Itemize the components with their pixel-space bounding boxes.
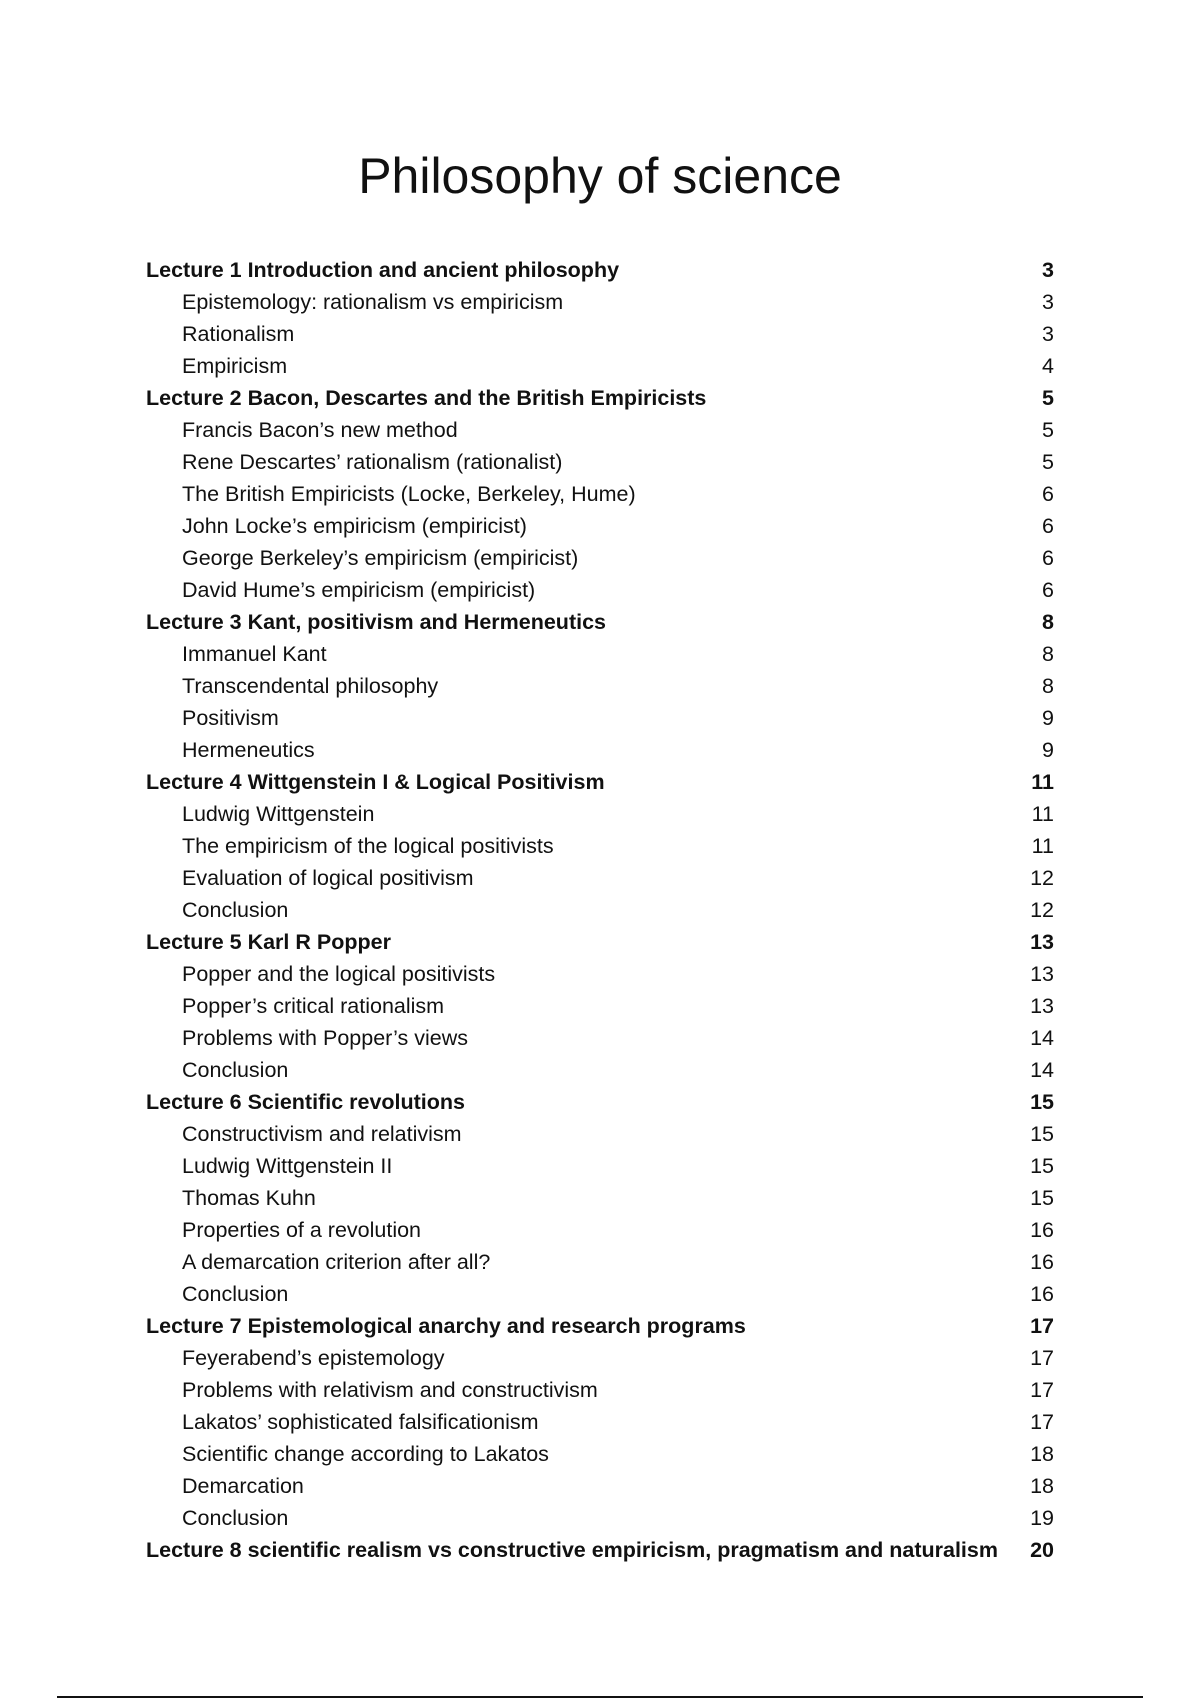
toc-entry-label: Lakatos’ sophisticated falsificationism [182, 1410, 539, 1434]
toc-entry-label: The empiricism of the logical positivists [182, 834, 554, 858]
toc-section-entry[interactable] [146, 702, 1054, 734]
toc-section-entry[interactable] [146, 1374, 1054, 1406]
toc-entry-label: Lecture 7 Epistemological anarchy and research programs [146, 1314, 746, 1338]
toc-entry-label: Francis Bacon’s new method [182, 418, 458, 442]
toc-entry-page-number: 8 [1042, 642, 1054, 666]
toc-entry-label: Conclusion [182, 1282, 289, 1306]
toc-entry-page-number: 20 [1030, 1538, 1054, 1562]
toc-lecture-entry[interactable] [146, 606, 1054, 638]
toc-entry-page-number: 5 [1042, 418, 1054, 442]
toc-entry-label: Immanuel Kant [182, 642, 327, 666]
toc-entry-page-number: 9 [1042, 706, 1054, 730]
toc-entry-page-number: 6 [1042, 578, 1054, 602]
toc-entry-label: Positivism [182, 706, 279, 730]
toc-entry-label: Lecture 4 Wittgenstein I & Logical Positivism [146, 770, 605, 794]
toc-entry-label: Problems with relativism and constructivism [182, 1378, 598, 1402]
toc-section-entry[interactable] [146, 1406, 1054, 1438]
toc-entry-page-number: 8 [1042, 674, 1054, 698]
toc-entry-page-number: 16 [1030, 1250, 1054, 1274]
toc-section-entry[interactable] [146, 958, 1054, 990]
toc-entry-label: Thomas Kuhn [182, 1186, 316, 1210]
toc-entry-label: Problems with Popper’s views [182, 1026, 468, 1050]
toc-section-entry[interactable] [146, 414, 1054, 446]
toc-entry-label: Hermeneutics [182, 738, 315, 762]
toc-entry-label: Lecture 3 Kant, positivism and Hermeneutics [146, 610, 606, 634]
toc-entry-label: Conclusion [182, 1506, 289, 1530]
toc-section-entry[interactable] [146, 734, 1054, 766]
toc-section-entry[interactable] [146, 798, 1054, 830]
toc-entry-page-number: 5 [1042, 450, 1054, 474]
toc-entry-page-number: 15 [1030, 1154, 1054, 1178]
toc-section-entry[interactable] [146, 1502, 1054, 1534]
toc-entry-label: Popper’s critical rationalism [182, 994, 445, 1018]
toc-entry-page-number: 12 [1030, 898, 1054, 922]
toc-lecture-entry[interactable] [146, 254, 1054, 286]
toc-section-entry[interactable] [146, 510, 1054, 542]
toc-entry-page-number: 19 [1030, 1506, 1054, 1530]
toc-section-entry[interactable] [146, 830, 1054, 862]
toc-entry-label: Evaluation of logical positivism [182, 866, 474, 890]
toc-section-entry[interactable] [146, 1118, 1054, 1150]
toc-section-entry[interactable] [146, 1470, 1054, 1502]
toc-entry-label: Lecture 5 Karl R Popper [146, 930, 391, 954]
toc-section-entry[interactable] [146, 1150, 1054, 1182]
toc-entry-page-number: 5 [1042, 386, 1054, 410]
toc-entry-label: Epistemology: rationalism vs empiricism [182, 290, 564, 314]
toc-section-entry[interactable] [146, 894, 1054, 926]
toc-entry-page-number: 3 [1042, 290, 1054, 314]
toc-entry-page-number: 15 [1030, 1090, 1054, 1114]
toc-entry-label: Lecture 1 Introduction and ancient philosophy [146, 258, 620, 282]
toc-entry-page-number: 13 [1030, 930, 1054, 954]
toc-entry-label: Ludwig Wittgenstein II [182, 1154, 393, 1178]
toc-entry-label: Rene Descartes’ rationalism (rationalist) [182, 450, 563, 474]
toc-entry-page-number: 3 [1042, 258, 1054, 282]
toc-entry-page-number: 12 [1030, 866, 1054, 890]
toc-entry-page-number: 8 [1042, 610, 1054, 634]
toc-section-entry[interactable] [146, 1438, 1054, 1470]
toc-section-entry[interactable] [146, 446, 1054, 478]
toc-section-entry[interactable] [146, 1214, 1054, 1246]
toc-section-entry[interactable] [146, 350, 1054, 382]
toc-entry-page-number: 13 [1030, 994, 1054, 1018]
toc-lecture-entry[interactable] [146, 1310, 1054, 1342]
toc-entry-page-number: 17 [1030, 1314, 1054, 1338]
toc-entry-label: Lecture 8 scientific realism vs constructive empiricism, pragmatism and naturalism [146, 1538, 998, 1562]
toc-section-entry[interactable] [146, 542, 1054, 574]
toc-lecture-entry[interactable] [146, 766, 1054, 798]
toc-entry-label: Demarcation [182, 1474, 304, 1498]
toc-entry-label: The British Empiricists (Locke, Berkeley, Hume) [182, 482, 636, 506]
toc-entry-label: Properties of a revolution [182, 1218, 422, 1242]
toc-entry-label: Conclusion [182, 1058, 289, 1082]
toc-section-entry[interactable] [146, 574, 1054, 606]
toc-section-entry[interactable] [146, 990, 1054, 1022]
toc-section-entry[interactable] [146, 318, 1054, 350]
table-of-contents [146, 254, 1054, 1566]
toc-entry-label: David Hume’s empiricism (empiricist) [182, 578, 536, 602]
toc-section-entry[interactable] [146, 1246, 1054, 1278]
toc-entry-page-number: 3 [1042, 322, 1054, 346]
toc-entry-label: Popper and the logical positivists [182, 962, 496, 986]
toc-entry-page-number: 11 [1031, 834, 1054, 858]
toc-entry-page-number: 6 [1042, 514, 1054, 538]
toc-entry-label: Feyerabend’s epistemology [182, 1346, 445, 1370]
toc-section-entry[interactable] [146, 1278, 1054, 1310]
toc-section-entry[interactable] [146, 1022, 1054, 1054]
toc-section-entry[interactable] [146, 862, 1054, 894]
toc-lecture-entry[interactable] [146, 1534, 1054, 1566]
toc-entry-page-number: 17 [1030, 1346, 1054, 1370]
toc-section-entry[interactable] [146, 286, 1054, 318]
toc-entry-page-number: 16 [1030, 1282, 1054, 1306]
toc-entry-label: Conclusion [182, 898, 289, 922]
toc-entry-page-number: 14 [1030, 1058, 1054, 1082]
toc-entry-page-number: 16 [1030, 1218, 1054, 1242]
toc-entry-page-number: 6 [1042, 546, 1054, 570]
toc-lecture-entry[interactable] [146, 926, 1054, 958]
toc-section-entry[interactable] [146, 1342, 1054, 1374]
toc-entry-label: Lecture 2 Bacon, Descartes and the British Empiricists [146, 386, 707, 410]
toc-entry-page-number: 17 [1030, 1410, 1054, 1434]
toc-entry-page-number: 13 [1030, 962, 1054, 986]
toc-section-entry[interactable] [146, 1182, 1054, 1214]
toc-entry-page-number: 17 [1030, 1378, 1054, 1402]
toc-entry-label: George Berkeley’s empiricism (empiricist) [182, 546, 579, 570]
toc-entry-label: A demarcation criterion after all? [182, 1250, 491, 1274]
toc-section-entry[interactable] [146, 638, 1054, 670]
page-title: Philosophy of science [358, 148, 842, 204]
toc-lecture-entry[interactable] [146, 1086, 1054, 1118]
toc-entry-label: Ludwig Wittgenstein [182, 802, 375, 826]
toc-entry-page-number: 11 [1031, 802, 1054, 826]
toc-section-entry[interactable] [146, 478, 1054, 510]
toc-entry-label: Lecture 6 Scientific revolutions [146, 1090, 466, 1114]
toc-entry-page-number: 15 [1030, 1186, 1054, 1210]
toc-entry-label: John Locke’s empiricism (empiricist) [182, 514, 527, 538]
toc-entry-page-number: 15 [1030, 1122, 1054, 1146]
toc-entry-page-number: 6 [1042, 482, 1054, 506]
toc-entry-label: Empiricism [182, 354, 288, 378]
toc-entry-page-number: 18 [1030, 1442, 1054, 1466]
toc-section-entry[interactable] [146, 1054, 1054, 1086]
toc-entry-page-number: 9 [1042, 738, 1054, 762]
toc-entry-page-number: 4 [1042, 354, 1054, 378]
footer-divider [57, 1696, 1143, 1698]
toc-lecture-entry[interactable] [146, 382, 1054, 414]
toc-entry-label: Scientific change according to Lakatos [182, 1442, 549, 1466]
toc-entry-page-number: 18 [1030, 1474, 1054, 1498]
toc-entry-label: Rationalism [182, 322, 295, 346]
toc-entry-page-number: 14 [1030, 1026, 1054, 1050]
toc-entry-label: Constructivism and relativism [182, 1122, 462, 1146]
toc-section-entry[interactable] [146, 670, 1054, 702]
toc-entry-page-number: 11 [1031, 770, 1054, 794]
toc-entry-label: Transcendental philosophy [182, 674, 439, 698]
